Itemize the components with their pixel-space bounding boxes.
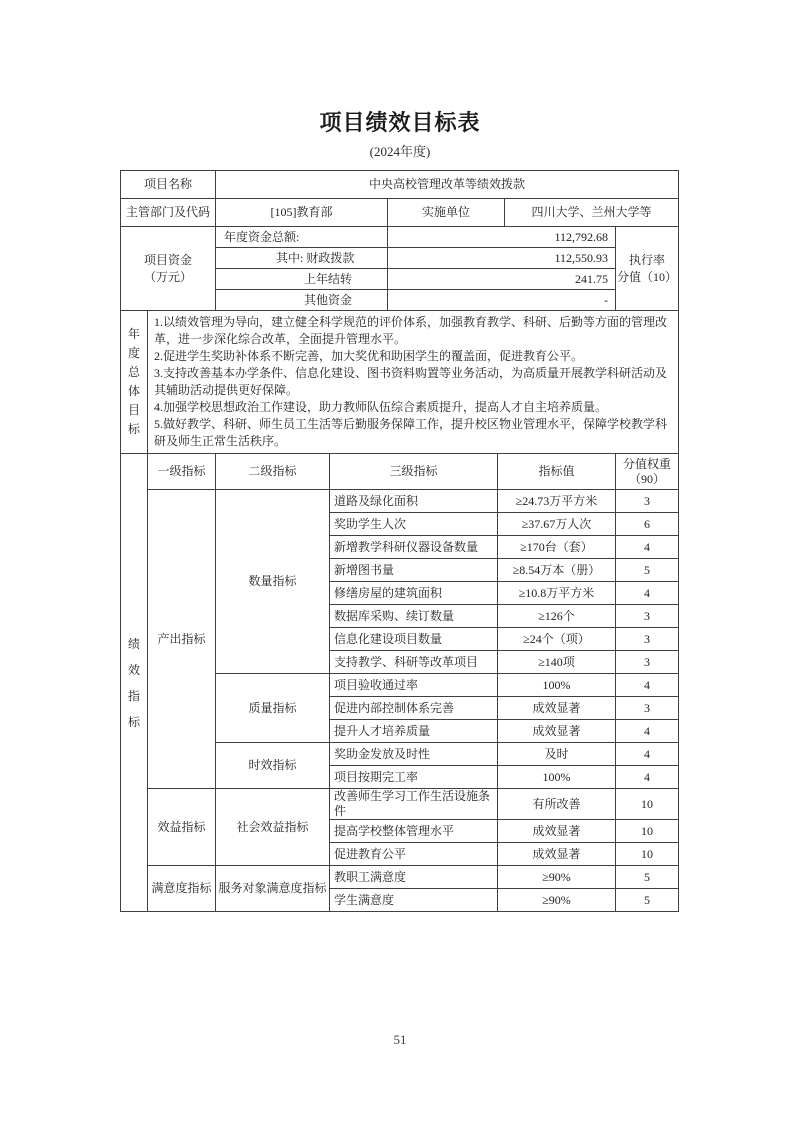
- annual-goal-item: 4.加强学校思想政治工作建设，助力教师队伍综合素质提升，提高人才自主培养质量。: [154, 400, 608, 414]
- indicator-weight: 5: [616, 889, 679, 912]
- indicator-value: ≥24.73万平方米: [498, 490, 616, 513]
- level1-indicator: 效益指标: [148, 789, 216, 866]
- page-title: 项目绩效目标表: [319, 110, 481, 135]
- level3-indicator: 道路及绿化面积: [330, 490, 498, 513]
- project-name-value: 中央高校管理改革等绩效拨款: [216, 171, 679, 199]
- indicator-weight: 3: [616, 697, 679, 720]
- indicator-weight: 6: [616, 513, 679, 536]
- indicator-weight: 5: [616, 559, 679, 582]
- table-header-row: [121, 454, 679, 490]
- annual-goal-item: 3.支持改善基本办学条件、信息化建设、图书资料购置等业务活动，为高质量开展教学科研活动及其辅助活动提供更好保障。: [154, 366, 668, 397]
- indicator-weight: 4: [616, 674, 679, 697]
- annual-goal-item: 5.做好教学、科研、师生员工生活等后勤服务保障工作，提升校区物业管理水平，保障学校教学科研及师生正常生活秩序。: [154, 417, 668, 448]
- indicator-value: 成效显著: [498, 820, 616, 843]
- dept-value: [105]教育部: [216, 199, 388, 227]
- indicator-weight: 4: [616, 766, 679, 789]
- indicator-weight: 4: [616, 743, 679, 766]
- indicator-weight: 3: [616, 651, 679, 674]
- level3-indicator: 项目验收通过率: [330, 674, 498, 697]
- level2-indicator: 质量指标: [216, 674, 330, 743]
- indicator-value: ≥10.8万平方米: [498, 582, 616, 605]
- level3-indicator: 学生满意度: [330, 889, 498, 912]
- level3-indicator: 新增教学科研仪器设备数量: [330, 536, 498, 559]
- level3-indicator: 数据库采购、续订数量: [330, 605, 498, 628]
- indicator-weight: 3: [616, 605, 679, 628]
- project-fund-label: 项目资金 （万元）: [121, 227, 216, 311]
- annual-goal-item: 2.促进学生奖助补体系不断完善，加大奖优和助困学生的覆盖面，促进教育公平。: [154, 349, 584, 363]
- level3-indicator: 新增图书量: [330, 559, 498, 582]
- table-row: [121, 199, 679, 227]
- indicator-value: ≥37.67万人次: [498, 513, 616, 536]
- fund-row-label: 上年结转: [216, 269, 388, 290]
- table-row: [121, 171, 679, 199]
- page-subtitle: (2024年度): [369, 144, 431, 159]
- indicator-weight: 5: [616, 866, 679, 889]
- impl-unit-label: 实施单位: [388, 199, 505, 227]
- indicator-weight: 10: [616, 843, 679, 866]
- header-indicator-value: 指标值: [498, 454, 616, 490]
- table-row: [121, 227, 679, 248]
- fund-row-label: 其他资金: [216, 290, 388, 311]
- level1-indicator: 满意度指标: [148, 866, 216, 912]
- level3-indicator: 提高学校整体管理水平: [330, 820, 498, 843]
- performance-indicators-label: 绩 效 指 标: [121, 454, 148, 912]
- header-level2-indicator: 二级指标: [216, 454, 330, 490]
- level3-indicator: 促进教育公平: [330, 843, 498, 866]
- level3-indicator: 提升人才培养质量: [330, 720, 498, 743]
- indicator-value: 及时: [498, 743, 616, 766]
- indicator-row: [121, 866, 679, 889]
- fund-row-value: -: [388, 290, 616, 311]
- level3-indicator: 促进内部控制体系完善: [330, 697, 498, 720]
- indicator-value: 有所改善: [498, 789, 616, 820]
- indicators-table: [120, 453, 679, 912]
- level2-indicator: 时效指标: [216, 743, 330, 789]
- indicator-weight: 10: [616, 789, 679, 820]
- annual-goal-table: [120, 310, 679, 454]
- indicator-weight: 3: [616, 490, 679, 513]
- fund-row-value: 241.75: [388, 269, 616, 290]
- table-row: [121, 311, 679, 454]
- fund-row-label: 其中: 财政拨款: [216, 248, 388, 269]
- header-weight: 分值权重 （90）: [616, 454, 679, 490]
- annual-goal-item: 1.以绩效管理为导向，建立健全科学规范的评价体系，加强教育教学、科研、后勤等方面的管理改革，进一步深化综合改革，全面提升管理水平。: [154, 315, 668, 346]
- indicator-value: ≥8.54万本（册）: [498, 559, 616, 582]
- indicator-value: 成效显著: [498, 720, 616, 743]
- level3-indicator: 教职工满意度: [330, 866, 498, 889]
- indicator-value: ≥140项: [498, 651, 616, 674]
- indicator-weight: 4: [616, 720, 679, 743]
- dept-label: 主管部门及代码: [121, 199, 216, 227]
- indicator-value: 成效显著: [498, 697, 616, 720]
- header-level3-indicator: 三级指标: [330, 454, 498, 490]
- project-info-table: [120, 170, 679, 311]
- indicator-weight: 10: [616, 820, 679, 843]
- level2-indicator: 服务对象满意度指标: [216, 866, 330, 912]
- level3-indicator: 信息化建设项目数量: [330, 628, 498, 651]
- indicator-weight: 4: [616, 582, 679, 605]
- annual-goal-content: [148, 311, 679, 454]
- level2-indicator: 社会效益指标: [216, 789, 330, 866]
- level3-indicator: 项目按期完工率: [330, 766, 498, 789]
- annual-goal-label: 年 度 总 体 目 标: [121, 311, 148, 454]
- indicator-value: ≥170台（套）: [498, 536, 616, 559]
- indicator-value: ≥24个（项）: [498, 628, 616, 651]
- level3-indicator: 支持教学、科研等改革项目: [330, 651, 498, 674]
- level3-indicator: 奖助学生人次: [330, 513, 498, 536]
- impl-unit-value: 四川大学、兰州大学等: [505, 199, 679, 227]
- indicator-value: 成效显著: [498, 843, 616, 866]
- indicator-value: ≥126个: [498, 605, 616, 628]
- indicator-value: ≥90%: [498, 889, 616, 912]
- fund-row-value: 112,792.68: [388, 227, 616, 248]
- header-level1-indicator: 一级指标: [148, 454, 216, 490]
- fund-row-value: 112,550.93: [388, 248, 616, 269]
- level3-indicator: 修缮房屋的建筑面积: [330, 582, 498, 605]
- level3-indicator: 改善师生学习工作生活设施条件: [330, 789, 498, 820]
- fund-row-label: 年度资金总额:: [216, 227, 388, 248]
- indicator-weight: 4: [616, 536, 679, 559]
- indicator-row: [121, 789, 679, 820]
- project-name-label: 项目名称: [121, 171, 216, 199]
- level3-indicator: 奖助金发放及时性: [330, 743, 498, 766]
- level1-indicator: 产出指标: [148, 490, 216, 789]
- execution-rate-label: 执行率 分值（10）: [616, 227, 679, 311]
- indicator-value: ≥90%: [498, 866, 616, 889]
- level2-indicator: 数量指标: [216, 490, 330, 674]
- indicator-weight: 3: [616, 628, 679, 651]
- indicator-value: 100%: [498, 766, 616, 789]
- indicator-value: 100%: [498, 674, 616, 697]
- indicator-row: [121, 490, 679, 513]
- page-number: 51: [393, 1032, 407, 1047]
